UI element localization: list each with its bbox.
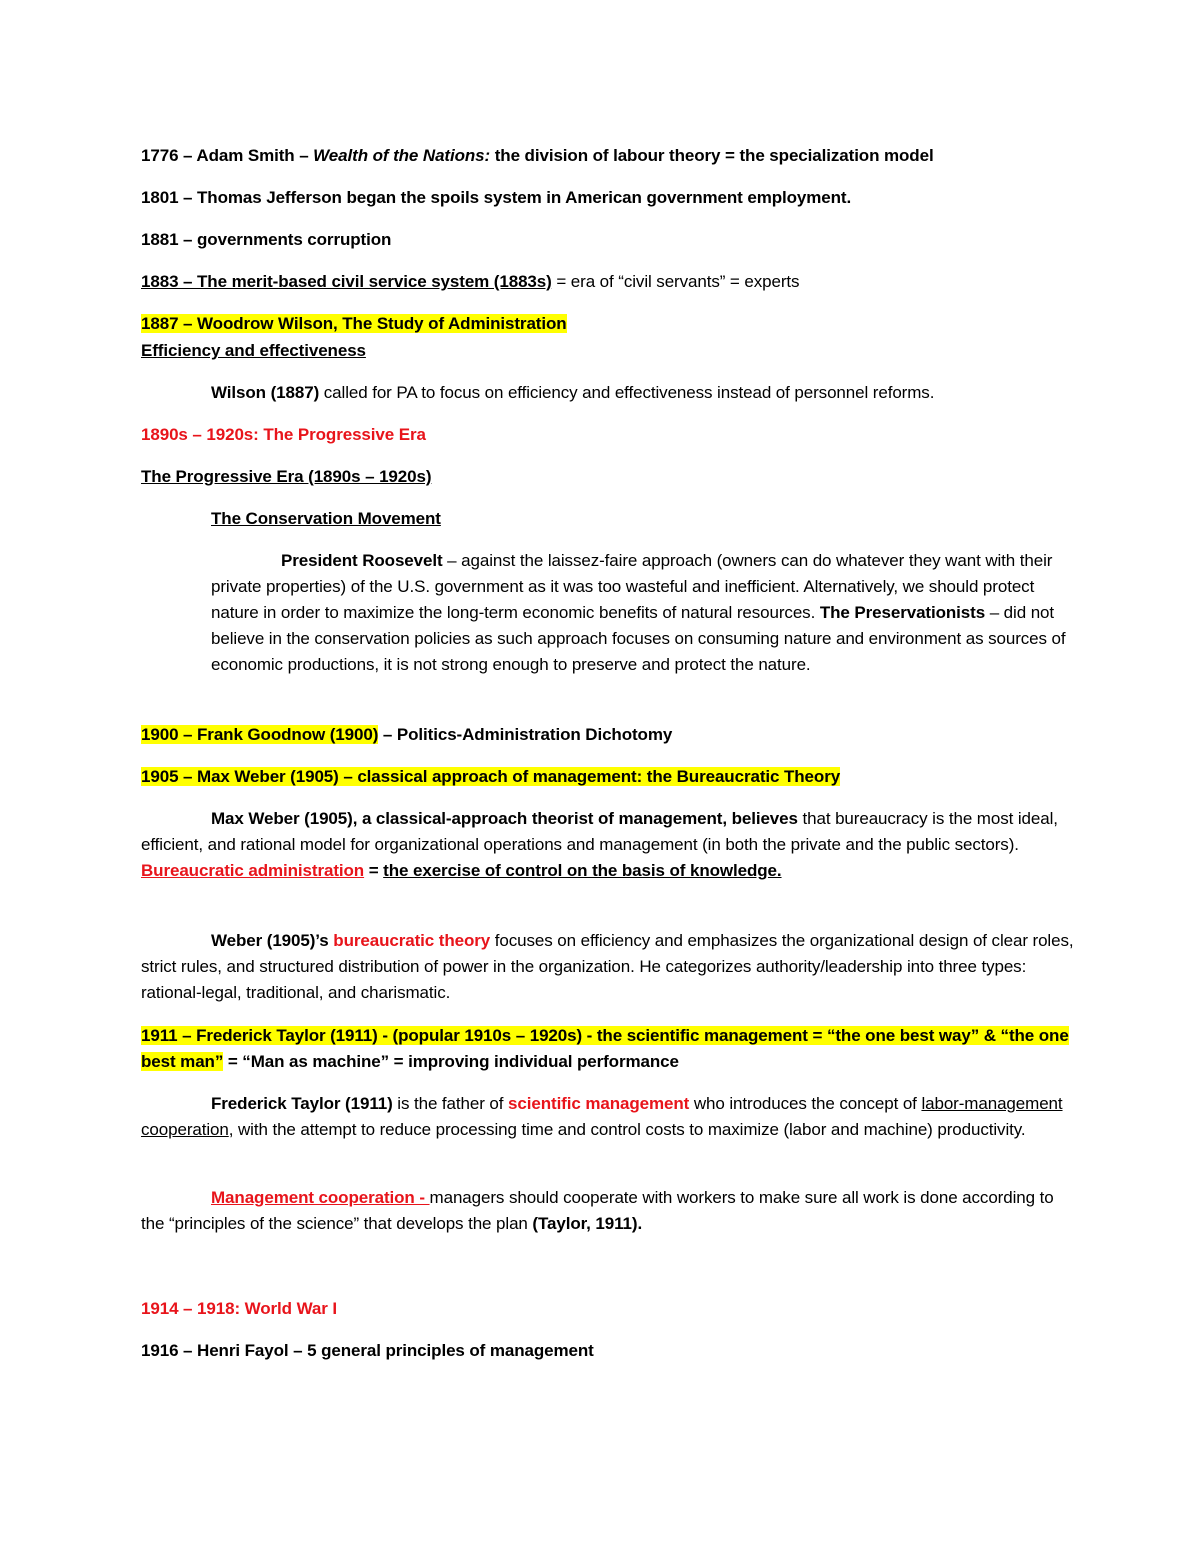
taylor-paragraph-2 [141,1185,1080,1237]
entry-1911-tail: = “Man as machine” = improving individual performance [223,1052,679,1071]
entry-1801: 1801 – Thomas Jefferson began the spoils system in American government employment. [141,188,852,207]
wilson-ref: Wilson (1887) [211,383,320,402]
bureaucratic-theory-term: bureaucratic theory [333,931,491,950]
roosevelt-ref: President Roosevelt [281,551,443,570]
wilson-text: called for PA to focus on efficiency and effectiveness instead of personnel reforms. [319,383,935,402]
entry-1911-heading [141,1023,1080,1075]
entry-1900-text: – Politics-Administration Dichotomy [378,725,673,744]
management-cooperation-term: Management cooperation - [211,1188,430,1207]
entry-1905-heading [141,764,1080,790]
weber-text-1: that bureaucracy is the most ideal, efficient, and rational model for organizational operations and management (in both the private and the public sectors). [141,809,1058,854]
entry-1887-heading [141,311,1080,337]
entry-1900 [141,722,1080,748]
bureaucratic-definition: the exercise of control on the basis of knowledge. [383,861,782,880]
taylor-text-1: is the father of [392,1094,509,1113]
efficiency-subheading: Efficiency and effectiveness [141,341,366,360]
labor-cooperation-term: labor-management cooperation [141,1094,1063,1139]
preservationists-ref: The Preservationists [819,603,986,622]
entry-1883 [141,269,1080,295]
weber-ref-2: Weber (1905)’s [211,931,334,950]
taylor-paragraph-1 [141,1091,1080,1143]
book-title: Wealth of the Nations: [313,146,491,165]
entry-1776-text: the division of labour theory = the specialization model [490,146,934,165]
entry-1887-title: 1887 – Woodrow Wilson, The Study of Administration [141,314,567,333]
entry-1911-title: 1911 – Frederick Taylor (1911) - (popular 1910s – 1920s) - the scientific management = “the one best way” & “the one best man” [141,1026,1069,1071]
management-cooperation-text: managers should cooperate with workers to make sure all work is done according to the “principles of the science” that develops the plan [141,1188,1054,1233]
progressive-heading: The Progressive Era (1890s – 1920s) [141,467,432,486]
entry-1776-lead: 1776 – Adam Smith – [141,146,314,165]
weber-text-2: focuses on efficiency and emphasizes the organizational design of clear roles, strict rules, and structured distribution of power in the organization. He categorizes authority/leadership into three types: rational-legal, traditional, and charismatic. [141,931,1074,1002]
weber-paragraph-2 [141,928,1080,1006]
preservationists-text: – did not believe in the conservation policies as such approach focuses on consuming nature and environment as sources of economic productions, it is not strong enough to preserve and protect the nature. [211,603,1066,674]
taylor-ref: Frederick Taylor (1911) [211,1094,393,1113]
conservation-heading: The Conservation Movement [211,509,441,528]
bureaucratic-administration-term: Bureaucratic administration [141,861,365,880]
era-world-war-1: 1914 – 1918: World War I [141,1299,338,1318]
conservation-body [211,548,1080,678]
roosevelt-text: – against the laissez-faire approach (owners can do whatever they want with their private properties) of the U.S. government as it was too wasteful and inefficient. Alternatively, we should protect nature in order to maximize the long-term economic benefits of natural resources. [211,551,1053,622]
entry-1883-text: = era of “civil servants” = experts [551,272,800,291]
scientific-management-term: scientific management [508,1094,690,1113]
entry-1776 [141,143,1080,169]
entry-1916: 1916 – Henri Fayol – 5 general principles of management [141,1341,594,1360]
entry-1905-title: 1905 – Max Weber (1905) – classical approach of management: the Bureaucratic Theory [141,767,841,786]
equals-sign: = [364,861,384,880]
taylor-text-2: who introduces the concept of [689,1094,922,1113]
entry-1881: 1881 – governments corruption [141,230,392,249]
entry-1887-body [211,380,1080,406]
era-progressive: 1890s – 1920s: The Progressive Era [141,425,426,444]
weber-paragraph-1 [141,806,1080,884]
weber-ref: Max Weber (1905), a classical-approach theorist of management, believes [211,809,798,828]
entry-1900-lead: 1900 – Frank Goodnow (1900) [141,725,379,744]
taylor-text-3: , with the attempt to reduce processing time and control costs to maximize (labor and machine) productivity. [228,1120,1026,1139]
entry-1883-lead: 1883 – The merit-based civil service system (1883s) [141,272,552,291]
taylor-citation: (Taylor, 1911). [532,1214,643,1233]
